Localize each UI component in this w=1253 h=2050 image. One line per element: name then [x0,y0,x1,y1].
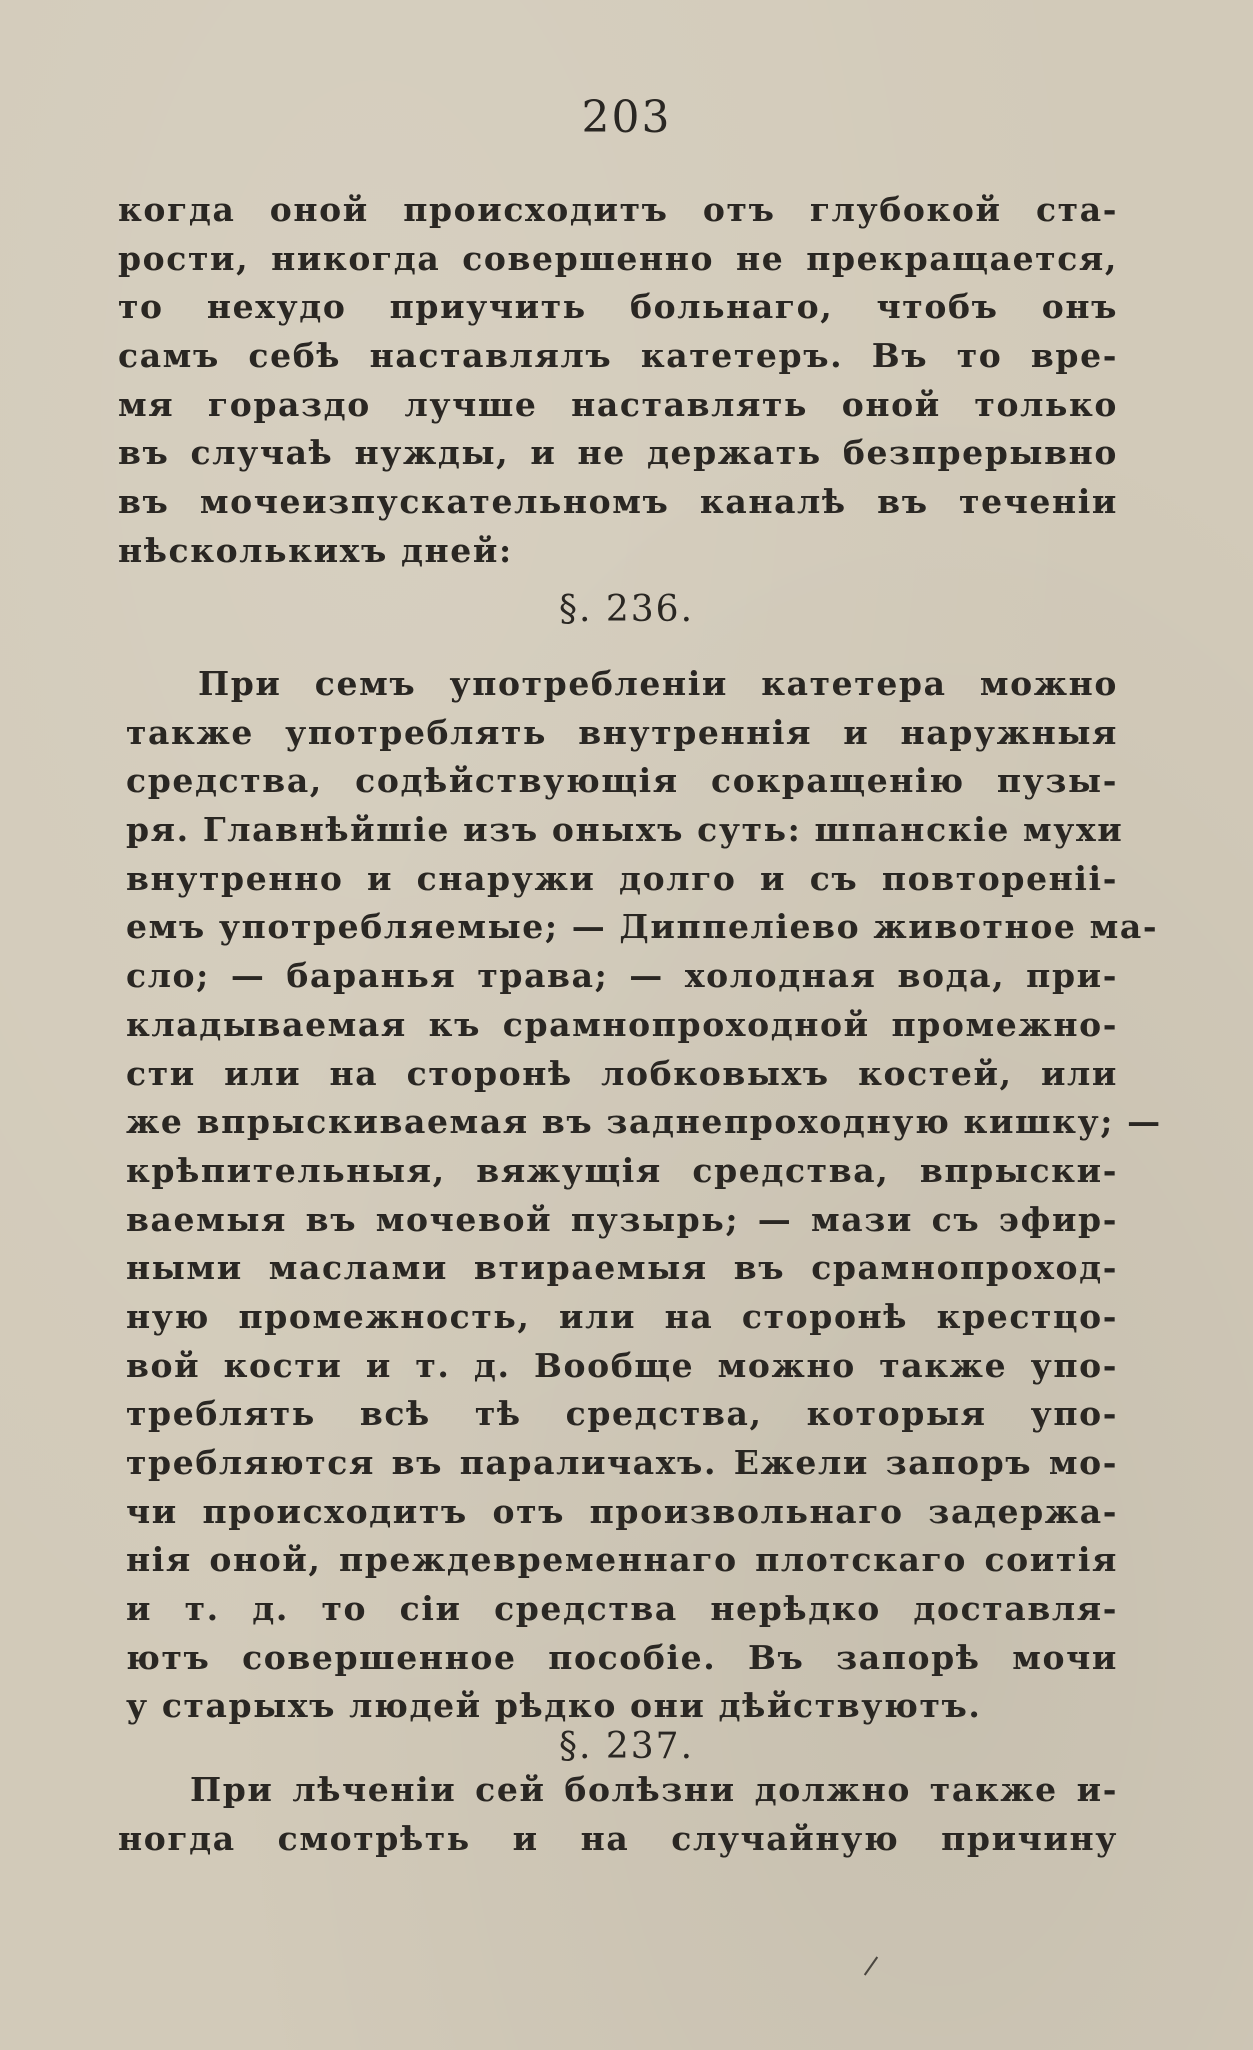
text-line: нія оной, преждевременнаго плотскаго соитія [126,1540,1118,1580]
text-line: чи происходитъ отъ произвольнаго задержа- [126,1491,1118,1531]
text-line: же впрыскиваемая въ заднепроходную кишку; — [126,1102,1162,1142]
text-line: у старыхъ людей рѣдко они дѣйствуютъ. [126,1686,982,1726]
text-line: мя гораздо лучше наставлять оной только [118,384,1118,424]
text-line: требляются въ параличахъ. Ежели запоръ мо- [126,1443,1118,1482]
text-line: то нехудо приучить больнаго, чтобъ онъ [118,287,1118,327]
text-line: кладываемая къ срамнопроходной промежно- [126,1004,1118,1044]
page-number: 203 [581,92,672,143]
text-line: сти или на сторонѣ лобковыхъ костей, или [126,1053,1118,1093]
text-line: ваемыя въ мочевой пузырь; — мази съ эфир- [126,1199,1118,1239]
text-line: когда оной происходитъ отъ глубокой ста- [118,190,1118,229]
text-line: въ мочеизпускательномъ каналѣ въ теченіи [118,482,1118,522]
text-line: самъ себѣ наставлялъ катетеръ. Въ то вре- [118,336,1118,376]
text-line: При лѣченіи сей болѣзни должно также и- [190,1770,1118,1809]
section-237-paragraph [118,1766,1118,1863]
text-line: ютъ совершенное пособіе. Въ запорѣ мочи [126,1637,1118,1677]
section-heading-236: §. 236. [558,589,695,630]
text-line: въ случаѣ нужды, и не держать безпрерывно [118,433,1118,473]
text-line: также употреблять внутреннія и наружныя [126,712,1118,752]
text-line: внутренно и снаружи долго и съ повтореніі- [126,858,1118,898]
text-line: ную промежность, или на сторонѣ крестцо- [126,1296,1118,1336]
pen-mark [864,1956,878,1975]
text-line: средства, содѣйствующія сокращенію пузы- [126,761,1118,801]
text-line: При семъ употребленіи катетера можно [198,664,1118,703]
text-line: ногда смотрѣть и на случайную причину [118,1818,1118,1858]
text-line: ными маслами втираемыя въ срамнопроход- [126,1248,1118,1288]
text-line: сло; — баранья трава; — холодная вода, при- [126,956,1118,996]
section-heading-237: §. 237. [558,1726,695,1767]
text-line: емъ употребляемые; — Диппеліево животное ма- [126,907,1159,947]
text-line: крѣпительныя, вяжущія средства, впрыски- [126,1150,1118,1190]
continued-paragraph [118,186,1118,576]
text-line: ря. Главнѣйшіе изъ оныхъ суть: шпанскіе мухи [126,810,1124,850]
section-236-paragraph [126,660,1162,1731]
text-line: вой кости и т. д. Вообще можно также упо- [126,1345,1118,1385]
text-line: рости, никогда совершенно не прекращается, [118,238,1118,278]
text-line: треблять всѣ тѣ средства, которыя упо- [126,1394,1118,1434]
text-line: нѣсколькихъ дней: [118,530,513,570]
text-line: и т. д. то сіи средства нерѣдко доставля- [126,1589,1118,1629]
